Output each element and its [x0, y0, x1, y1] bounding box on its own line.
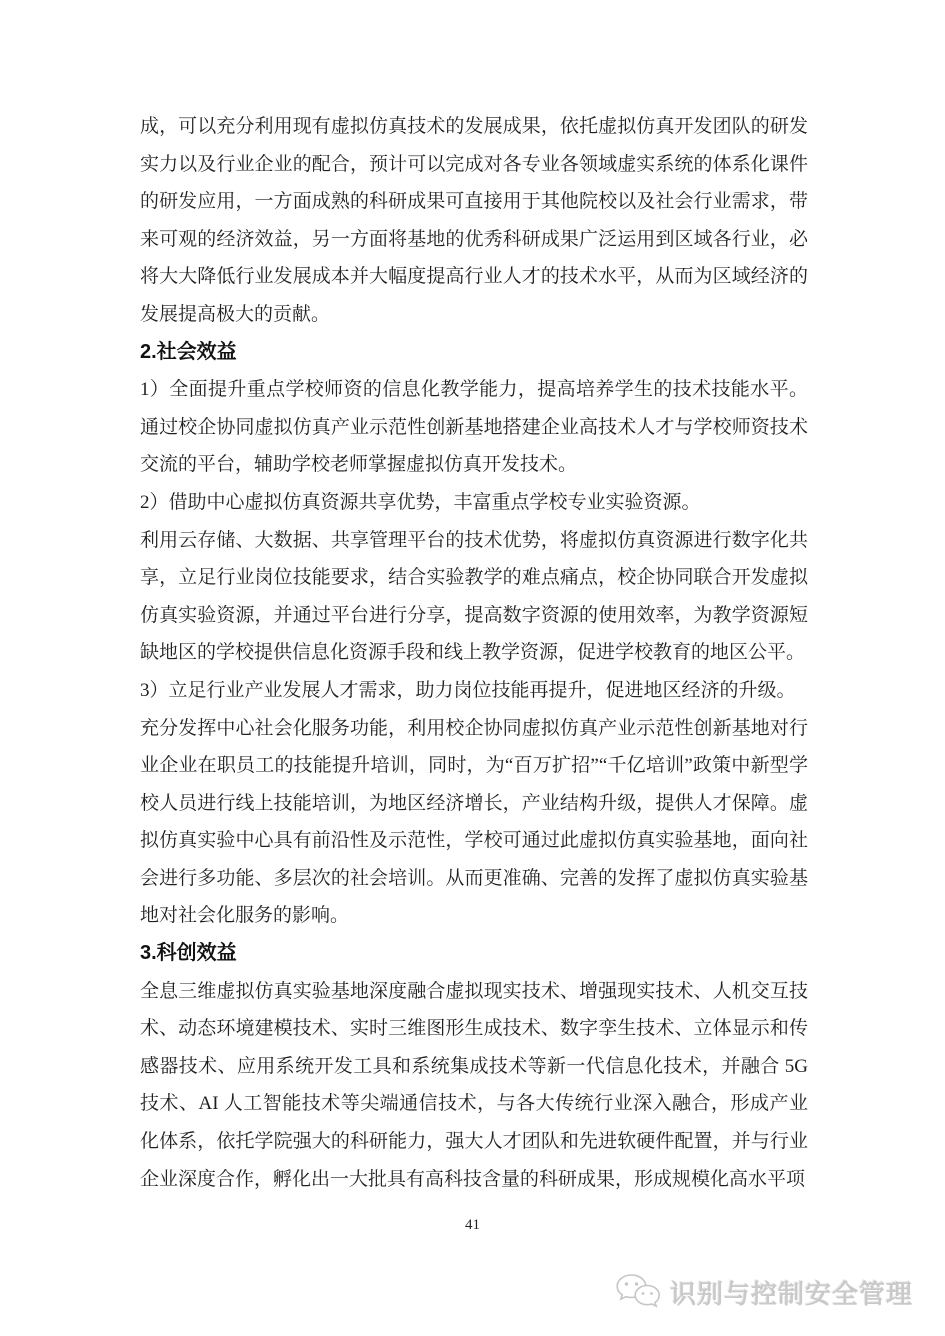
paragraph-social-benefit-2: 2）借助中心虚拟仿真资源共享优势，丰富重点学校专业实验资源。	[140, 491, 701, 513]
watermark-text: 识别与控制安全管理	[669, 1278, 913, 1309]
paragraph-social-benefit-3: 3）立足行业产业发展人才需求，助力岗位技能再提升，促进地区经济的升级。	[140, 679, 796, 701]
document-body	[140, 108, 808, 1198]
paragraph-social-benefit-3-detail: 充分发挥中心社会化服务功能，利用校企协同虚拟仿真产业示范性创新基地对行业企业在职员工的技能提升培训，同时，为“百万扩招”“千亿培训”政策中新型学校人员进行线上技能培训，为地区经济增长，产业结构升级，提供人才保障。虚拟仿真实验中心具有前沿性及示范性，学校可通过此虚拟仿真实验基地，面向社会进行多功能、多层次的社会培训。从而更准确、完善的发挥了虚拟仿真实验基地对社会化服务的影响。	[140, 717, 808, 927]
heading-social-benefit: 2.社会效益	[140, 340, 237, 363]
paragraph-scitech-benefit: 全息三维虚拟仿真实验基地深度融合虚拟现实技术、增强现实技术、人机交互技术、动态环境建模技术、实时三维图形生成技术、数字孪生技术、立体显示和传感器技术、应用系统开发工具和系统集成技术等新一代信息化技术，并融合 5G 技术、AI 人工智能技术等尖端通信技术，与各大传统行业深入融合，形成产业化体系，依托学院强大的科研能力，强大人才团队和先进软硬件配置，并与行业企业深度合作，孵化出一大批具有高科技含量的科研成果，形成规模化高水平项	[140, 980, 808, 1190]
watermark	[614, 1272, 913, 1312]
page-footer	[0, 1215, 945, 1235]
paragraph-social-benefit-1: 1）全面提升重点学校师资的信息化教学能力，提高培养学生的技术技能水平。通过校企协同虚拟仿真产业示范性创新基地搭建企业高技术人才与学校师资技术交流的平台，辅助学校老师掌握虚拟仿真开发技术。	[140, 379, 808, 476]
paragraph-social-benefit-2-detail: 利用云存储、大数据、共享管理平台的技术优势，将虚拟仿真资源进行数字化共享，立足行业岗位技能要求，结合实验教学的难点痛点，校企协同联合开发虚拟仿真实验资源，并通过平台进行分享，提高数字资源的使用效率，为教学资源短缺地区的学校提供信息化资源手段和线上教学资源，促进学校教育的地区公平。	[140, 529, 808, 664]
page-number: 41	[465, 1217, 480, 1233]
wechat-icon	[614, 1272, 662, 1312]
heading-scitech-benefit: 3.科创效益	[140, 942, 237, 965]
paragraph-economic-benefit-continued: 成，可以充分利用现有虚拟仿真技术的发展成果，依托虚拟仿真开发团队的研发实力以及行业企业的配合，预计可以完成对各专业各领域虚实系统的体系化课件的研发应用，一方面成熟的科研成果可直接用于其他院校以及社会行业需求，带来可观的经济效益，另一方面将基地的优秀科研成果广泛运用到区域各行业，必将大大降低行业发展成本并大幅度提高行业人才的技术水平，从而为区域经济的发展提高极大的贡献。	[140, 116, 808, 325]
